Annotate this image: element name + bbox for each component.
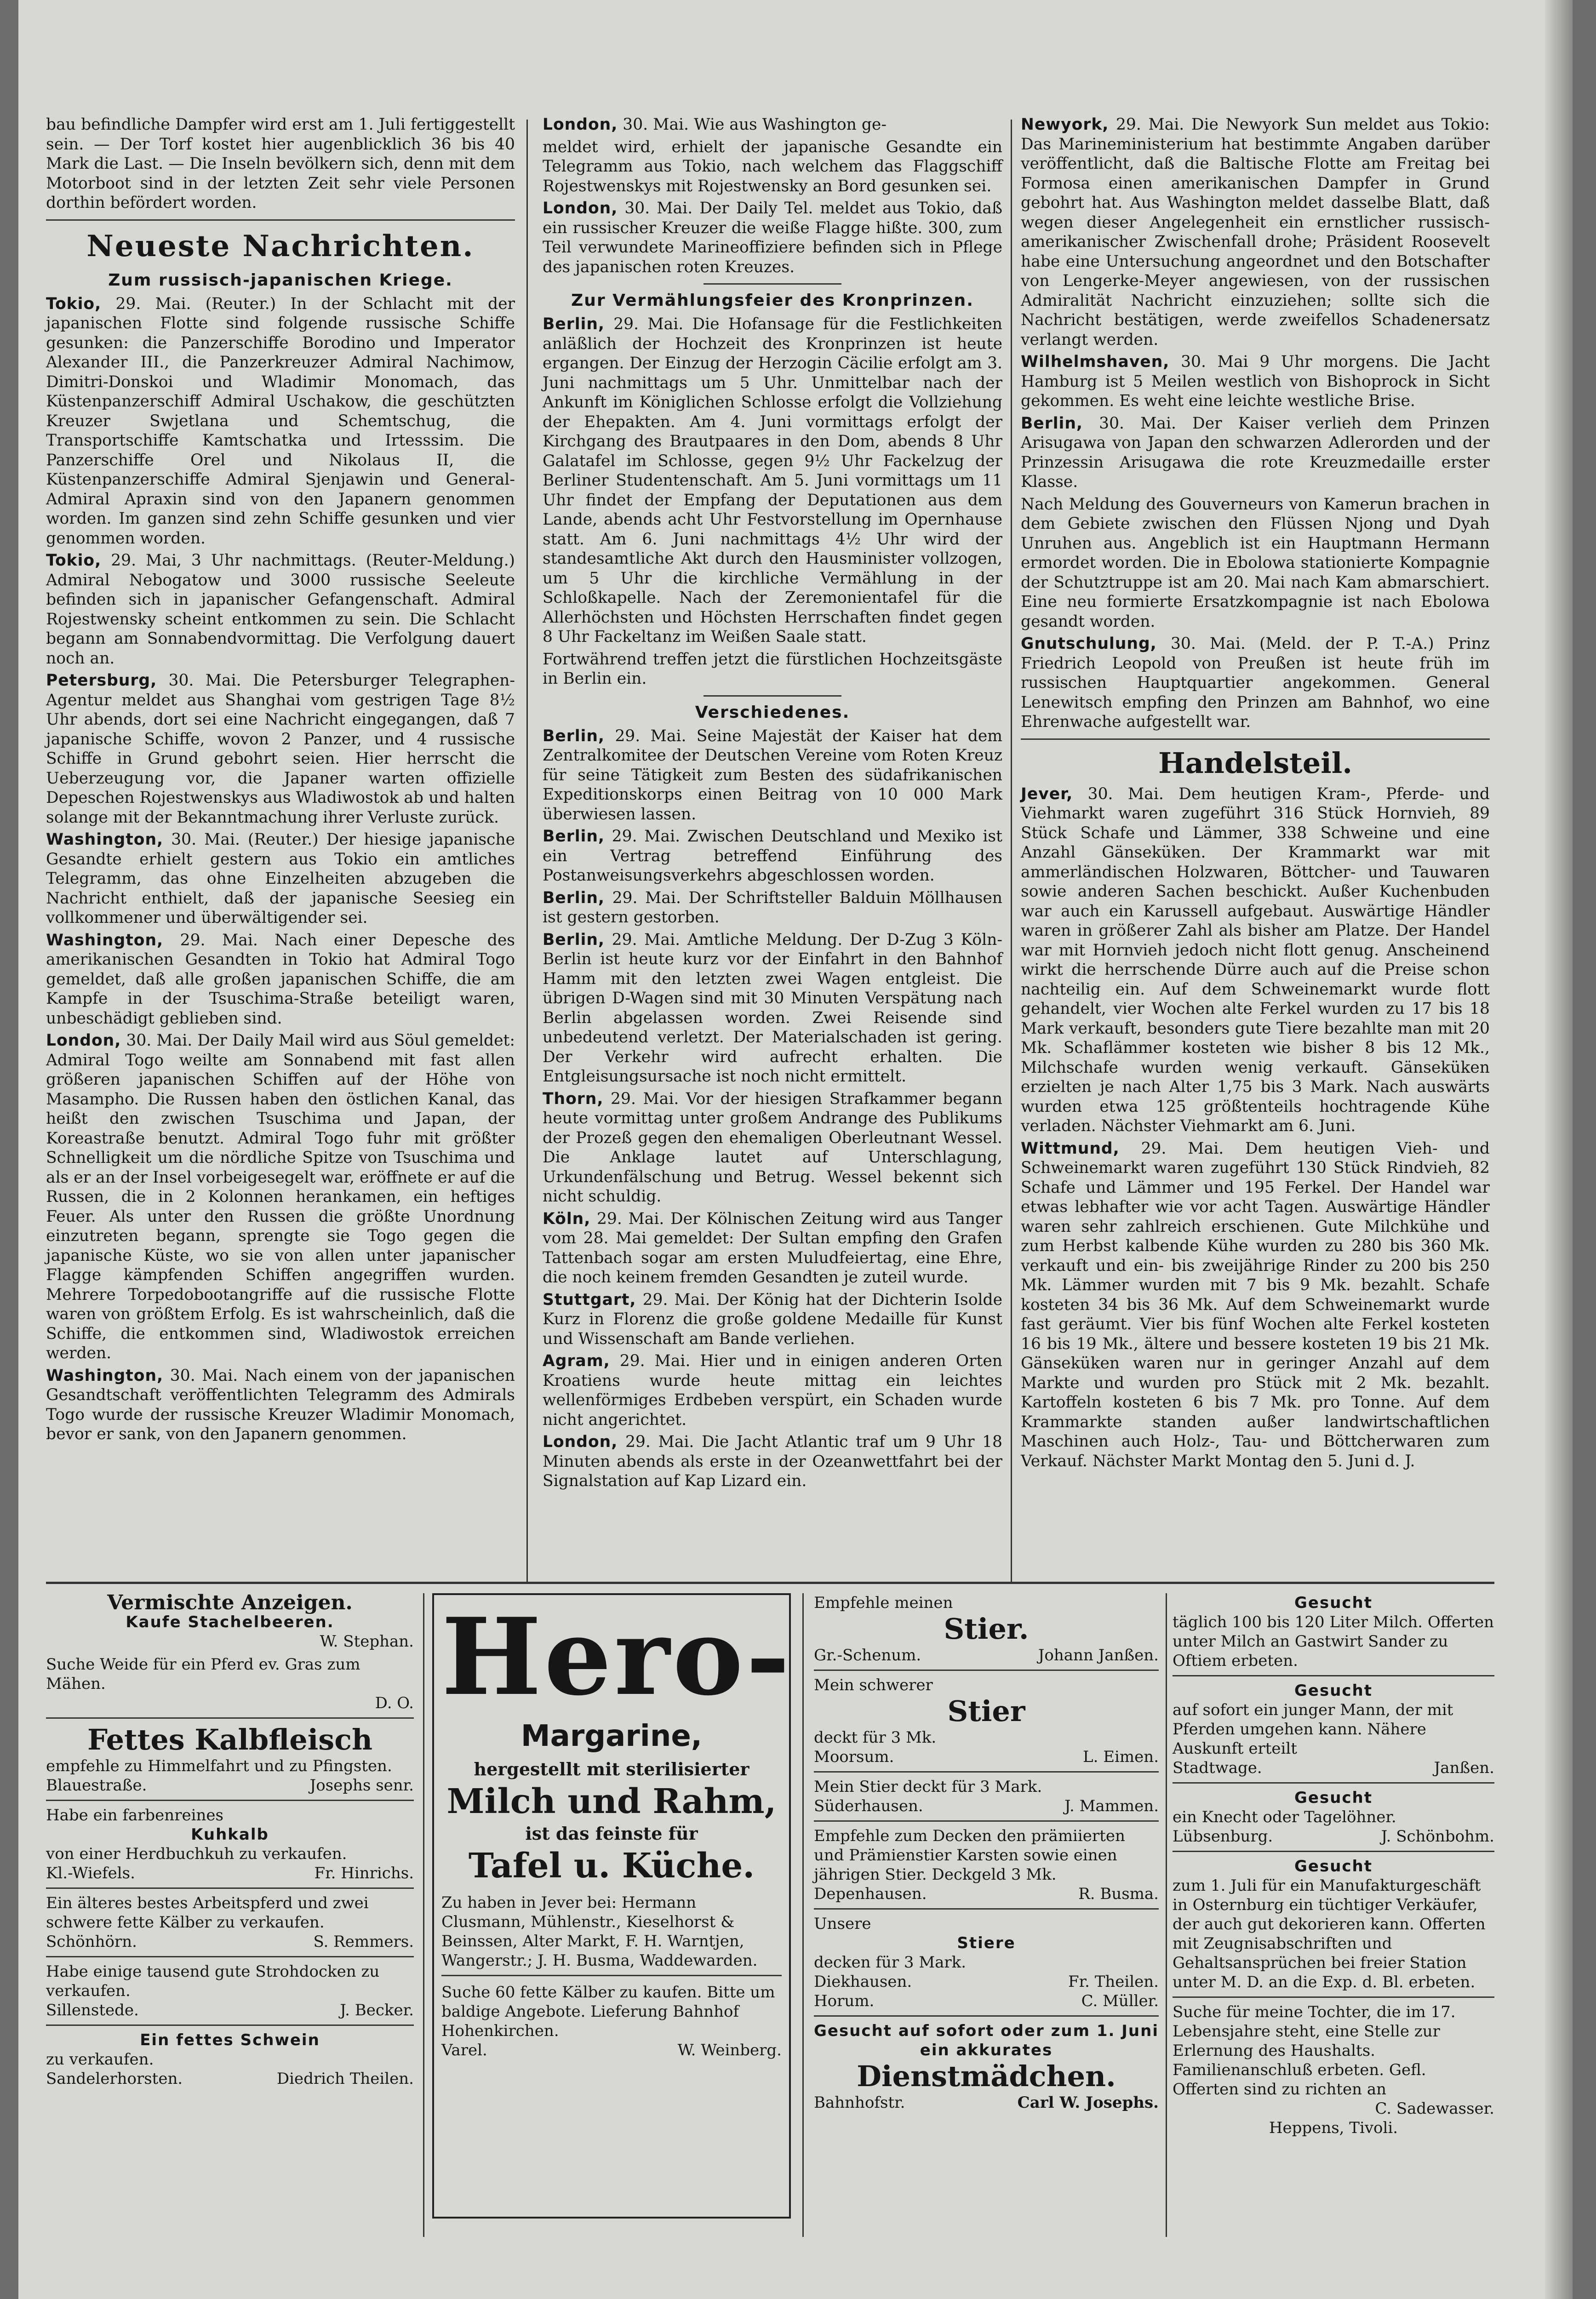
ad-place: Varel. (441, 2041, 487, 2059)
ad-title: Stiere (957, 1934, 1016, 1952)
article-dateline: Stuttgart, (543, 1290, 636, 1309)
ad-separator (441, 1975, 782, 1976)
article-dateline: Petersburg, (46, 671, 157, 690)
ad-signature: J. Schönbohm. (1381, 1827, 1494, 1846)
ad-signature: C. Sadewasser. (1375, 2099, 1494, 2118)
ad-separator (1173, 1675, 1494, 1676)
ad-separator (814, 1820, 1159, 1822)
article-text: 29. Mai. Die Hofansage für die Festlichkeiten anläßlich der Hochzeit des Kronprinzen ist heute ergangen. Der Einzug der Herzogin Cäcilie erfolgt am 3. Juni nachmittags um 5 Uhr. Unmittelbar nach der Ankunft im Königlichen Schlosse erfolgt die Vollziehung der Ehepakten. Am 4. Juni vormittags erfolgt der Kirchgang des Brautpaares in den Dom, abends 8 Uhr Galatafel im Schlosse, gegen 9½ Uhr Fackelzug der Berliner Studentenschaft. Am 5. Juni vormittags um 11 Uhr findet der Empfang der Deputationen aus dem Lande, abends acht Uhr Festvorstellung im Opernhause statt. Am 6. Juni nachmittags 4½ Uhr wird der standesamtliche Akt durch den Hausminister vollzogen, um 5 Uhr die kirchliche Vermählung in der Schloßkapelle. Nach der Zeremonientafel für die Allerhöchsten und Höchsten Herrschaften findet gegen 8 Uhr Fackeltanz im Weißen Saale statt. (543, 315, 1002, 646)
section-heading-wedding: Zur Vermählungsfeier des Kronprinzen. (571, 291, 974, 310)
article (543, 315, 1002, 647)
article-dateline: Berlin, (543, 315, 605, 333)
article-dateline: Washington, (46, 1366, 164, 1385)
ad-separator (46, 1956, 414, 1957)
article-text: 29. Mai. (Reuter.) In der Schlacht mit der japanischen Flotte sind folgende russische Schiffe gesunken: die Panzerschiffe Borodino und Imperator Alexander III., die Panzerkreuzer Admiral Nachimow, Dimitri-Donskoi und Wladimir Monomach, das Küstenpanzerschiff Admiral Uschakow, die geschützten Kreuzer Swjetlana und Schemtschug, die Transportschiffe Kamtschatka und Irtesssim. Die Panzerschiffe Orel und Nikolaus II, die Küstenpanzerschiffe Admiral Sjenjawin und General-Admiral Apraxin sind von den Japanern genommen worden. Im ganzen sind zehn Schiffe gesunken und vier genommen worden. (46, 294, 515, 548)
newspaper-page (18, 0, 1573, 2299)
article-dateline: Agram, (543, 1352, 610, 1370)
article-dateline: Berlin, (543, 827, 605, 846)
ad-text: Suche 60 fette Kälber zu kaufen. Bitte um baldige Angebote. Lieferung Bahnhof Hohenkirchen. (441, 1983, 775, 2040)
ad-subtitle: Margarine, (521, 1719, 703, 1753)
ad-signature: L. Eimen. (1083, 1748, 1159, 1766)
page-edge-shadow (1545, 0, 1573, 2299)
ad-place: Süderhausen. (814, 1797, 923, 1815)
ad-separator (814, 1670, 1159, 1671)
article-text: 29. Mai. Der Schriftsteller Balduin Möllhausen ist gestern gestorben. (543, 888, 1002, 926)
article-text: 30. Mai. Dem heutigen Kram-, Pferde- und Viehmarkt waren zugeführt 316 Stück Hornvieh, 89 Stück Schafe und Lämmer, 338 Schweine und eine Anzahl Gänseküken. Der Krammarkt war mit ammerländischen Holzwaren, Böttcher- und Tauwaren sowie anderen Sachen beschickt. Außer Kuchenbuden war auch ein Karussell aufgebaut. Auswärtige Händler waren in größerer Zahl als bisher am Platze. Der Handel war mit Hornvieh jedoch nicht flott genug. Anscheinend wirkt die herrschende Dürre auch auf die Preise schon nachteilig ein. Auf dem Schweinemarkt wurde flott gehandelt, vier Wochen alte Ferkel wurden zu 17 bis 18 Mark verkauft, besonders gute Tiere bezahlte man mit 20 Mk. Schaflämmer kosteten wie bisher 8 bis 12 Mk., Milchschafe wurden wenig verkauft. Gänseküken erzielten je nach Alter 1,75 bis 3 Mark. Nach auswärts wurden etwa 125 größtenteils hochtragende Kühe verladen. Nächster Viehmarkt am 6. Juni. (1021, 784, 1490, 1135)
article (1021, 495, 1490, 632)
article (1021, 352, 1490, 411)
ad-text: Zu haben in Jever bei: (441, 1893, 617, 1912)
article-dateline: Thorn, (543, 1089, 604, 1108)
ad-title: Gesucht (1294, 1857, 1373, 1876)
article (543, 888, 1002, 927)
ad-place: Horum. (814, 1992, 875, 2010)
article-text: 29. Mai. Zwischen Deutschland und Mexiko ist ein Vertrag betreffend Einführung des Postanweisungsverkehrs abgeschlossen worden. (543, 827, 1002, 885)
ad-text: Ein älteres bestes Arbeitspferd und zwei schwere fette Kälber zu verkaufen. (46, 1894, 369, 1932)
ad-place: Gr.-Schenum. (814, 1646, 921, 1664)
article-text: 30. Mai. (Meld. der P. T.-A.) Prinz Friedrich Leopold von Preußen ist heute früh im russischen Hauptquartier angekommen. General Lenewitsch empfing den Prinzen am Bahnhof, wo eine Ehrenwache aufgestellt war. (1021, 635, 1490, 731)
ad-text: Habe ein farbenreines (46, 1806, 223, 1824)
ad-text: Gesucht auf sofort oder zum 1. Juni ein akkurates (814, 2022, 1159, 2059)
ad-column-1 (46, 1593, 414, 2092)
ad-signature: D. O. (375, 1694, 414, 1712)
ad-signature: Janßen. (1434, 1759, 1494, 1777)
ad-title: Tafel u. Küche. (468, 1846, 755, 1886)
ad-column-divider (423, 1593, 424, 2237)
column-2 (543, 115, 1002, 1494)
ad-title: Milch und Rahm, (446, 1782, 777, 1821)
article (1021, 784, 1490, 1136)
article (1021, 115, 1490, 349)
article (1021, 414, 1490, 492)
advertisements (46, 1584, 1494, 2246)
ad-separator (46, 2024, 414, 2026)
article-dateline: Tokio, (46, 551, 102, 570)
article (543, 650, 1002, 689)
subsection-heading-war: Zum russisch-japanischen Kriege. (108, 270, 453, 290)
article (543, 726, 1002, 824)
article-text: meldet wird, erhielt der japanische Gesandte ein Telegramm aus Tokio, nach welchem das Flaggschiff Rojestwenskys mit Rojestwensky an Bord gesunken sei. (543, 137, 1002, 195)
ad-place: Kl.-Wiefels. (46, 1864, 135, 1882)
article (543, 930, 1002, 1087)
article (543, 115, 1002, 135)
ad-signature: Johann Janßen. (1038, 1646, 1159, 1664)
divider (704, 283, 841, 285)
article-dateline: Washington, (46, 830, 164, 849)
divider (704, 695, 841, 697)
ad-place: Depenhausen. (814, 1885, 927, 1903)
ad-text: Suche Weide für ein Pferd ev. Gras zum Mähen. (46, 1655, 360, 1693)
article-dateline: London, (543, 115, 618, 134)
article (543, 1351, 1002, 1430)
ad-text: Unsere (814, 1915, 871, 1933)
ad-text: zum 1. Juli für ein Manufakturgeschäft in Osternburg ein tüchtiger Verkäufer, der auch gut dekorieren kann. Offerten mit Zeugnisabschriften und Gehaltsansprüchen bei freier Station unter M. D. an die Exp. d. Bl. erbeten. (1173, 1876, 1486, 1991)
misc-articles (543, 726, 1002, 1491)
ad-place: Lübsenburg. (1173, 1827, 1273, 1846)
ad-signature: J. Becker. (340, 2001, 414, 2019)
article (46, 551, 515, 668)
ad-separator (814, 2015, 1159, 2017)
ad-title: Kaufe Stachelbeeren. (126, 1613, 334, 1631)
ad-text: ein Knecht oder Tagelöhner. (1173, 1808, 1396, 1826)
article-text: 30. Mai. Der Daily Tel. meldet aus Tokio, daß ein russischer Kreuzer die weiße Flagge hißte. 300, zum Teil verwundete Marineoffiziere befinden sich in Pflege des japanischen roten Kreuzes. (543, 199, 1003, 276)
ad-text: zu verkaufen. (46, 2050, 154, 2069)
article-text: 30. Mai. Wie aus Washington ge- (623, 115, 887, 134)
article-text: Nach Meldung des Gouverneurs von Kamerun brachen in dem Gebiete zwischen den Flüssen Njong und Dyah Unruhen aus. Angeblich ist ein Hauptmann Hermann ermordet worden. Die in Ebolowa stationierte Kompagnie der Schutztruppe ist am 20. Mai nach Kam abmarschiert. Eine neu formierte Ersatzkompagnie ist nach Ebolowa gesandt worden. (1021, 495, 1490, 631)
ad-text: Habe einige tausend gute Strohdocken zu verkaufen. (46, 1962, 380, 2000)
ad-separator (46, 1887, 414, 1889)
article-text: 30. Mai. Der Daily Mail wird aus Söul gemeldet: Admiral Togo weilte am Sonnabend mit fast allen größeren japanischen Schiffen auf der Höhe von Masampho. Die Russen haben den östlichen Kanal, das heißt den zwischen Tsuschima und Japan, der Koreastraße benutzt. Admiral Togo fuhr mit größter Schnelligkeit um die nördliche Spitze von Tsuschima und als er an der Insel vorbeigesegelt war, eröffnete er auf die Russen, die in 2 Kolonnen herankamen, ein heftiges Feuer. Als unter den Russen die größte Unordnung einzutreten begann, sprengte sie Togo gegen die japanische Küste, wo sie von allen unter japanischer Flagge kämpfenden Schiffen angegriffen wurden. Mehrere Torpedobootangriffe auf die russische Flotte waren von größtem Erfolg. Es ist wahrscheinlich, daß die Schiffe, die entkommen sind, Wladiwostok erreichen werden. (46, 1031, 515, 1362)
article-text: 29. Mai. Dem heutigen Vieh- und Schweinemarkt waren zugeführt 130 Stück Rindvieh, 82 Schafe und Lämmer und 195 Ferkel. Der Handel war etwas lebhafter wie vor acht Tagen. Auswärtige Händler waren sehr zahlreich erschienen. Gute Milchkühe und zum Herbst kalbende Kühe wurden zu 280 bis 360 Mk. verkauft und ein- bis zweijährige Rinder zu 200 bis 250 Mk. Lämmer wurden mit 7 bis 9 Mk. bezahlt. Schafe kosteten 34 bis 36 Mk. Auf dem Schweinemarkt wurde fast geräumt. Vier bis fünf Wochen alte Ferkel kosteten 16 bis 19 Mk., ältere und bessere kosteten 19 bis 21 Mk. Gänseküken waren nur in geringer Anzahl auf dem Markte und wurden pro Stück mit 2 Mk. bezahlt. Kartoffeln kosteten 6 bis 7 Mk. pro Tonne. Auf dem Krammarkte standen außer landwirtschaftlichen Maschinen auch Holz-, Tau- und Böttcherwaren zum Verkauf. Nächster Markt Montag den 5. Juni d. J. (1021, 1139, 1490, 1470)
article (1021, 634, 1490, 732)
article-text: 30. Mai. Der Kaiser verlieh dem Prinzen Arisugawa von Japan den schwarzen Adlerorden und der Prinzessin Arisugawa die rote Kreuzmedaille erster Klasse. (1021, 414, 1490, 491)
article-text: 29. Mai. Die Jacht Atlantic traf um 9 Uhr 18 Minuten abends als erste in der Ozeanwettfahrt bei der Signalstation auf Kap Lizard ein. (543, 1433, 1002, 1490)
ad-text: Mein schwerer (814, 1676, 933, 1694)
ad-text: täglich 100 bis 120 Liter Milch. Offerten unter Milch an Gastwirt Sander zu Oftiem erbeten. (1173, 1613, 1494, 1670)
ad-text: empfehle zu Himmelfahrt und zu Pfingsten. (46, 1757, 392, 1775)
ad-dealers: Hermann Clusmann, Mühlenstr., Kieselhorst & Beinssen, Alter Markt, F. H. Warntjen, Wangerstr.; J. H. Busma, Waddewarden. (441, 1893, 758, 1970)
ad-separator (814, 1771, 1159, 1773)
ad-signature: Diedrich Theilen. (276, 2070, 414, 2088)
trade-articles (1021, 784, 1490, 1471)
article-text: 29. Mai. Der König hat der Dichterin Isolde Kurz in Florenz die große goldene Medaille für Kunst und Wissenschaft am Bande verliehen. (543, 1290, 1002, 1348)
article (543, 1432, 1002, 1491)
ad-separator (1173, 1996, 1494, 1998)
article (543, 199, 1002, 277)
ad-title: Stier. (944, 1612, 1029, 1646)
article-text: 29. Mai. Hier und in einigen anderen Orten Kroatiens wurde heute mittag ein leichtes wellenförmiges Erdbeben verspürt, ein Schaden wurde nicht angerichtet. (543, 1352, 1002, 1429)
article-dateline: Newyork, (1021, 115, 1109, 134)
article-dateline: London, (46, 1031, 121, 1050)
article (46, 671, 515, 827)
ad-place: Heppens, Tivoli. (1269, 2119, 1398, 2137)
ad-signature: C. Müller. (1081, 1992, 1159, 2010)
ad-title: Fettes Kalbfleisch (87, 1723, 373, 1756)
article (543, 137, 1002, 196)
article (46, 1031, 515, 1363)
article-text: Fortwährend treffen jetzt die fürstlichen Hochzeitsgäste in Berlin ein. (543, 650, 1002, 688)
article-dateline: London, (543, 1433, 618, 1451)
ad-signature: W. Stephan. (320, 1632, 414, 1651)
ad-separator (1173, 1782, 1494, 1784)
article-dateline: Wittmund, (1021, 1139, 1120, 1158)
news-articles (1021, 115, 1490, 732)
article (46, 830, 515, 928)
article-dateline: Washington, (46, 931, 164, 949)
article-dateline: Gnutschulung, (1021, 635, 1157, 653)
article (543, 1089, 1002, 1207)
article-text: 30. Mai. Nach einem von der japanischen Gesandtschaft veröffentlichten Telegramm des Admirals Togo wurde der russische Kreuzer Wladimir Monomach, bevor er sank, von den Japanern genommen. (46, 1366, 515, 1443)
column-1 (46, 115, 515, 1447)
ad-separator (46, 1800, 414, 1801)
section-heading-latest-news: Neueste Nachrichten. (86, 229, 475, 263)
article-dateline: Berlin, (543, 930, 605, 949)
ad-place: Sandelerhorsten. (46, 2070, 183, 2088)
article-text: 30. Mai. Die Petersburger Telegraphen-Agentur meldet aus Shanghai vom gestrigen Tage 8½ Uhr abends, dort sei eine Nachricht eingegangen, daß 7 japanische Schiffe, wovon 2 Panzer, und 4 russische Schiffe in Grund gebohrt seien. Hier herrscht die Ueberzeugung vor, die Japaner warten offizielle Depeschen Rojestwenskys aus Wladiwostok ab und halten solange mit der Bekanntmachung ihrer Verluste zurück. (46, 671, 515, 827)
article (543, 1290, 1002, 1349)
column-divider (526, 120, 528, 1582)
article (1021, 1139, 1490, 1471)
ad-column-3 (814, 1593, 1159, 2116)
article-dateline: Berlin, (1021, 414, 1083, 433)
ad-place: Sillenstede. (46, 2001, 139, 2019)
ad-place: Blauestraße. (46, 1776, 147, 1795)
article-dateline: Berlin, (543, 726, 605, 745)
article-text: 29. Mai. Die Newyork Sun meldet aus Tokio: Das Marineministerium hat bestimmte Angaben darüber veröffentlicht, daß die Baltische Flotte am Freitag bei Formosa einen amerikanischen Dampfer in Grund gebohrt hat. Aus Washington meldet dasselbe Blatt, daß wegen dieser Angelegenheit ein ernstlicher russisch-amerikanischer Zwischenfall drohe; Präsident Roosevelt habe eine Untersuchung angeordnet und den Botschafter von Lengerke-Meyer angewiesen, von der russischen Admiralität Nachricht einzuziehen; sollte sich die Nachricht bestätigen, werde zweifellos Schadenersatz verlangt werden. (1021, 115, 1490, 349)
ad-title: Stier (947, 1694, 1025, 1728)
ad-separator (46, 1717, 414, 1719)
ad-place: Moorsum. (814, 1748, 894, 1766)
article-text: 29. Mai, 3 Uhr nachmittags. (Reuter-Meldung.) Admiral Nebogatow und 3000 russische Seeleute befinden sich in japanischer Gefangenschaft. Admiral Rojestwensky scheint entkommen zu sein. Die Schlacht begann am Sonnabendvormittag. Die Verfolgung dauert noch an. (46, 551, 515, 668)
divider (1021, 738, 1490, 740)
article-text: 29. Mai. Der Kölnischen Zeitung wird aus Tanger vom 28. Mai gemeldet: Der Sultan empfing den Grafen Tattenbach sogar am ersten Muludfeiertag, eine Ehre, die noch keinem fremden Gesandten je zuteil wurde. (543, 1209, 1002, 1287)
ad-text: Suche für meine Tochter, die im 17. Lebensjahre steht, eine Stelle zur Erlernung des Haushalts. Familienanschluß erbeten. Gefl. Offerten sind zu richten an (1173, 2003, 1456, 2099)
section-heading-misc: Verschiedenes. (695, 703, 850, 722)
article-text: 30. Mai. (Reuter.) Der hiesige japanische Gesandte erhielt gestern aus Tokio ein amtliches Telegramm, das ohne Einzelheiten abzugeben die Nachricht enthielt, daß der japanische Seesieg ein vollkommener und überwältigender sei. (46, 830, 515, 927)
ad-text: deckt für 3 Mk. (814, 1728, 937, 1747)
divider (46, 219, 515, 221)
ad-title: Ein fettes Schwein (140, 2031, 320, 2049)
article-intro: bau befindliche Dampfer wird erst am 1. Juli fertiggestellt sein. — Der Torf kostet hier augenblicklich 36 bis 40 Mark die Last. — Die Inseln bevölkern sich, denn mit dem Motorboot sind in der letzten Zeit sehr viele Personen dorthin befördert worden. (46, 115, 515, 212)
article-text: 29. Mai. Seine Majestät der Kaiser hat dem Zentralkomitee der Deutschen Vereine vom Roten Kreuz für seine Tätigkeit zum Besten des südafrikanischen Expeditionskorps einen Beitrag von 10 000 Mark überwiesen lassen. (543, 726, 1002, 824)
ad-separator (1173, 1851, 1494, 1852)
article-dateline: London, (543, 199, 618, 217)
article-text: 29. Mai. Vor der hiesigen Strafkammer begann heute vormittag unter großem Andrange des Publikums der Prozeß gegen den ehemaligen Oberleutnant Wessel. Die Anklage lautet auf Unterschlagung, Urkundenfälschung und Betrug. Wessel bekennt sich nicht schuldig. (543, 1089, 1002, 1206)
article-dateline: Jever, (1021, 784, 1073, 803)
article-text: 29. Mai. Amtliche Meldung. Der D-Zug 3 Köln-Berlin ist heute kurz vor der Einfahrt in den Bahnhof Hamm mit den letzten zwei Wagen entgleist. Die übrigen D-Wagen sind mit 30 Minuten Verspätung nach Berlin abgelassen worden. Zwei Reisende sind unbedeutend verletzt. Der Materialschaden ist gering. Der Verkehr wird aufrecht erhalten. Die Entgleisungsursache ist noch nicht ermittelt. (543, 930, 1002, 1086)
ad-text: ist das feinste für (525, 1823, 698, 1844)
ad-text: decken für 3 Mark. (814, 1953, 967, 1972)
intro-articles (543, 137, 1002, 277)
ad-text: Empfehle meinen (814, 1594, 953, 1612)
article-dateline: Wilhelmshaven, (1021, 353, 1170, 371)
ad-text: Mein Stier deckt für 3 Mark. (814, 1778, 1042, 1796)
ad-column-divider (1166, 1593, 1167, 2237)
article (543, 827, 1002, 886)
ad-column-4 (1173, 1593, 1494, 2141)
article-text: 30. Mai 9 Uhr morgens. Die Jacht Hamburg ist 5 Meilen westlich von Bishoprock in Sicht gekommen. Es weht eine leichte westliche Brise. (1021, 353, 1490, 410)
column-divider (1011, 120, 1012, 1582)
article (46, 294, 515, 549)
war-articles (46, 294, 515, 1444)
article-dateline: Tokio, (46, 294, 102, 313)
hero-margarine-ad (432, 1593, 791, 2219)
ad-signature: J. Mammen. (1064, 1797, 1159, 1815)
ad-title: Hero- (441, 1595, 793, 1719)
article-dateline: Berlin, (543, 888, 605, 907)
ad-signature: Fr. Hinrichs. (314, 1864, 414, 1882)
ad-signature: Josephs senr. (309, 1776, 414, 1795)
wedding-articles (543, 315, 1002, 689)
ad-title: Kuhkalb (191, 1825, 269, 1844)
ad-place: Diekhausen. (814, 1973, 912, 1991)
ad-title: Dienstmädchen. (857, 2059, 1116, 2093)
ads-heading: Vermischte Anzeigen. (107, 1591, 353, 1614)
ad-separator (814, 1908, 1159, 1910)
ad-signature: R. Busma. (1078, 1885, 1159, 1903)
ad-text: auf sofort ein junger Mann, der mit Pferden umgehen kann. Nähere Auskunft erteilt (1173, 1701, 1453, 1758)
ad-text: Empfehle zum Decken den prämiierten und Prämienstier Karsten sowie einen jährigen Stier. Deckgeld 3 Mk. (814, 1827, 1125, 1884)
ad-title: Gesucht (1294, 1681, 1373, 1700)
column-3 (1021, 115, 1490, 1474)
ad-signature: S. Remmers. (313, 1933, 414, 1951)
ad-title: Gesucht (1294, 1789, 1373, 1807)
ad-place: Stadtwage. (1173, 1759, 1262, 1777)
ad-column-divider (802, 1593, 804, 2237)
ad-title: Gesucht (1294, 1594, 1373, 1612)
article-dateline: Köln, (543, 1209, 591, 1228)
ad-text: hergestellt mit sterilisierter (474, 1759, 749, 1779)
ad-signature: Carl W. Josephs. (1017, 2093, 1159, 2112)
article (46, 931, 515, 1029)
ad-signature: W. Weinberg. (677, 2041, 782, 2059)
article-text: 29. Mai. Nach einer Depesche des amerikanischen Gesandten in Tokio hat Admiral Togo gemeldet, daß alle großen japanischen Schiffe, die am Kampfe in der Tsuschima-Straße beteiligt waren, unbeschädigt geblieben sind. (46, 931, 515, 1028)
ad-place: Bahnhofstr. (814, 2093, 905, 2112)
article (46, 1366, 515, 1444)
ad-text: von einer Herdbuchkuh zu verkaufen. (46, 1845, 347, 1863)
section-heading-trade: Handelsteil. (1158, 746, 1352, 780)
ad-signature: Fr. Theilen. (1068, 1973, 1159, 1991)
article (543, 1209, 1002, 1287)
ad-column-2 (432, 1593, 791, 2219)
ad-place: Schönhörn. (46, 1933, 137, 1951)
